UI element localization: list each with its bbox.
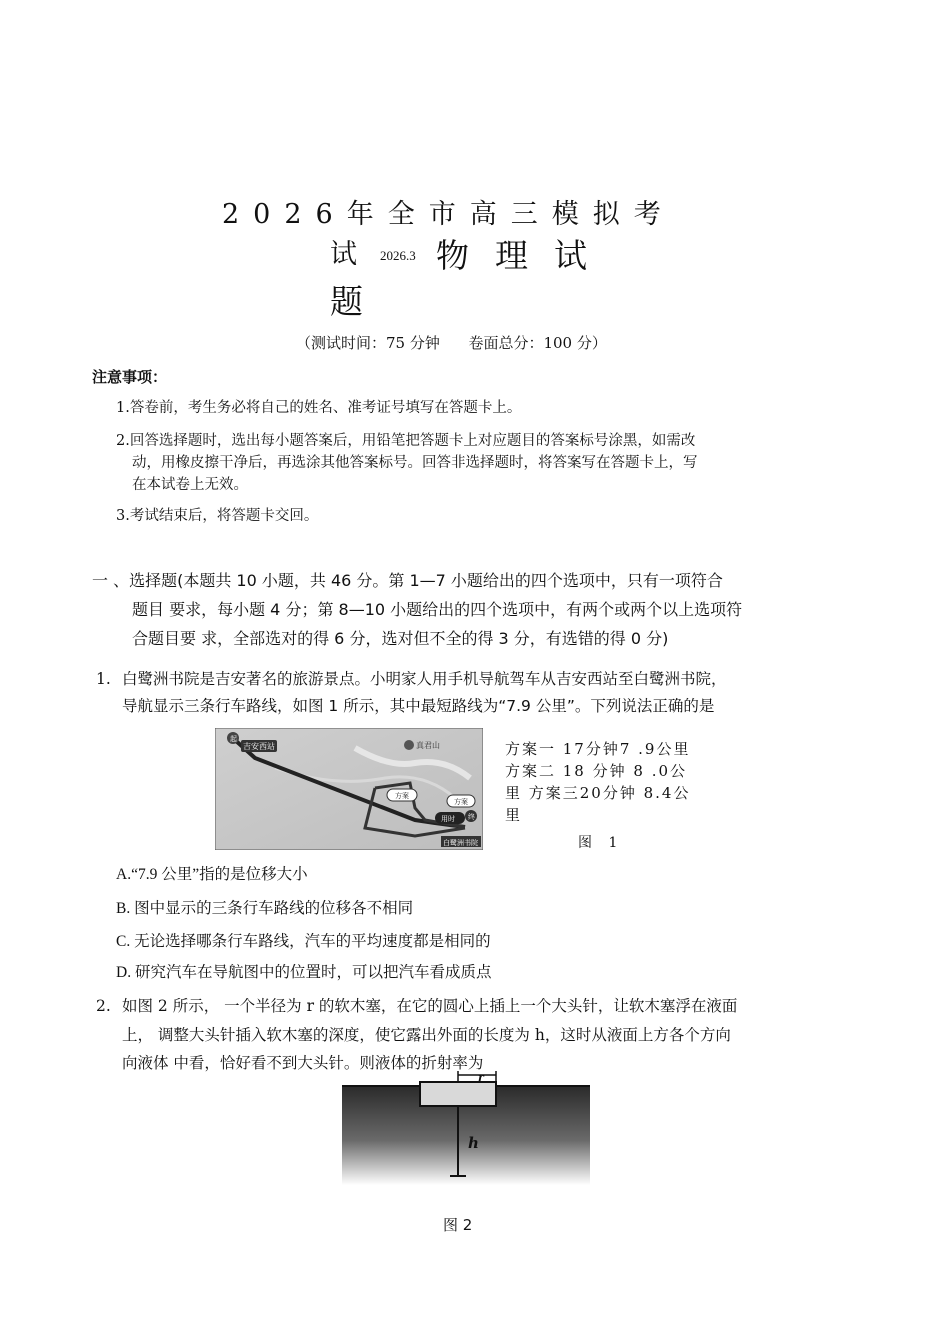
q1-text-line1: 白鹭洲书院是吉安著名的旅游景点。小明家人用手机导航驾车从吉安西站至白鹭洲书院， [122, 670, 727, 688]
cork [420, 1082, 496, 1106]
navigation-map-figure [215, 728, 483, 850]
end-marker-label: 终 [468, 813, 475, 821]
notice-item-2-cont2: 在本试卷上无效。 [132, 477, 248, 493]
q1-option-c: C. 无论选择哪条行车路线，汽车的平均速度都是相同的 [116, 933, 491, 950]
q1-number: 1. [96, 670, 111, 688]
exam-title-line3: 题 [330, 282, 363, 321]
map-mountain-label: 真君山 [416, 741, 440, 750]
height-label: h [468, 1134, 479, 1152]
q2-text-line3: 向液体 中看，恰好看不到大头针。则液体的折射率为 [122, 1054, 484, 1072]
notice-heading: 注意事项： [92, 368, 168, 386]
route-summary: 方案一 17分钟7 .9公里 方案二 18 分钟 8 .0公里 方案三20分钟 8.4公里 [505, 740, 691, 824]
q1-option-b: B. 图中显示的三条行车路线的位移各不相同 [116, 900, 414, 917]
q2-number: 2. [96, 997, 111, 1015]
section-line-3: 合题目要 求，全部选对的得 6 分，选对但不全的得 3 分，有选错的得 0 分) [132, 629, 669, 648]
exam-title-line1: 2026年全市高三模拟考 [222, 199, 675, 230]
notice-item-2-cont: 动，用橡皮擦干净后，再选涂其他答案标号。回答非选择题时，将答案写在答题卡上，写 [132, 455, 698, 471]
map-tag-2: 方案 [454, 798, 468, 806]
exam-info: （测试时间：75 分钟 卷面总分：100 分） [296, 334, 607, 352]
map-tag-3: 用时 [441, 815, 455, 823]
section-line-1: 一 、选择题(本题共 10 小题，共 46 分。第 1—7 小题给出的四个选项中，只有一项符合 [92, 571, 723, 590]
q1-option-a: A.“7.9 公里”指的是位移大小 [116, 866, 308, 883]
map-tag-1: 方案 [395, 792, 409, 800]
section-line-2: 题目 要求，每小题 4 分；第 8—10 小题给出的四个选项中，有两个或两个以上选项符 [132, 600, 743, 619]
start-marker-label: 起 [230, 735, 237, 743]
notice-item-3: 3.考试结束后，将答题卡交回。 [116, 508, 319, 524]
map-end-label: 白鹭洲书院 [443, 839, 478, 847]
q1-option-d: D. 研究汽车在导航图中的位置时，可以把汽车看成质点 [116, 964, 492, 981]
exam-title-line2-a: 试 [330, 239, 357, 270]
q2-text-line1: 如图 2 所示， 一个半径为 r 的软木塞，在它的圆心上插上一个大头针，让软木塞浮在液面 [122, 997, 738, 1015]
notice-item-1: 1.答卷前，考生务必将自己的姓名、准考证号填写在答题卡上。 [116, 400, 522, 416]
q2-text-line2: 上， 调整大头针插入软木塞的深度，使它露出外面的长度为 h，这时从液面上方各个方向 [122, 1026, 731, 1044]
map-start-label: 吉安西站 [243, 742, 275, 751]
q1-text-line2: 导航显示三条行车路线，如图 1 所示，其中最短路线为“7.9 公里”。下列说法正确的是 [122, 697, 715, 715]
exam-date: 2026.3 [380, 248, 416, 263]
section-heading [92, 566, 832, 653]
cork-liquid-figure [342, 1070, 590, 1185]
exam-title-line2-b: 物理试 [436, 236, 613, 275]
figure-1-caption: 图 1 [578, 835, 624, 851]
figure-2-caption: 图 2 [443, 1216, 473, 1234]
radius-label: r [478, 1071, 484, 1084]
notice-item-2: 2.回答选择题时，选出每小题答案后，用铅笔把答题卡上对应题目的答案标号涂黑，如需改 [116, 433, 696, 449]
